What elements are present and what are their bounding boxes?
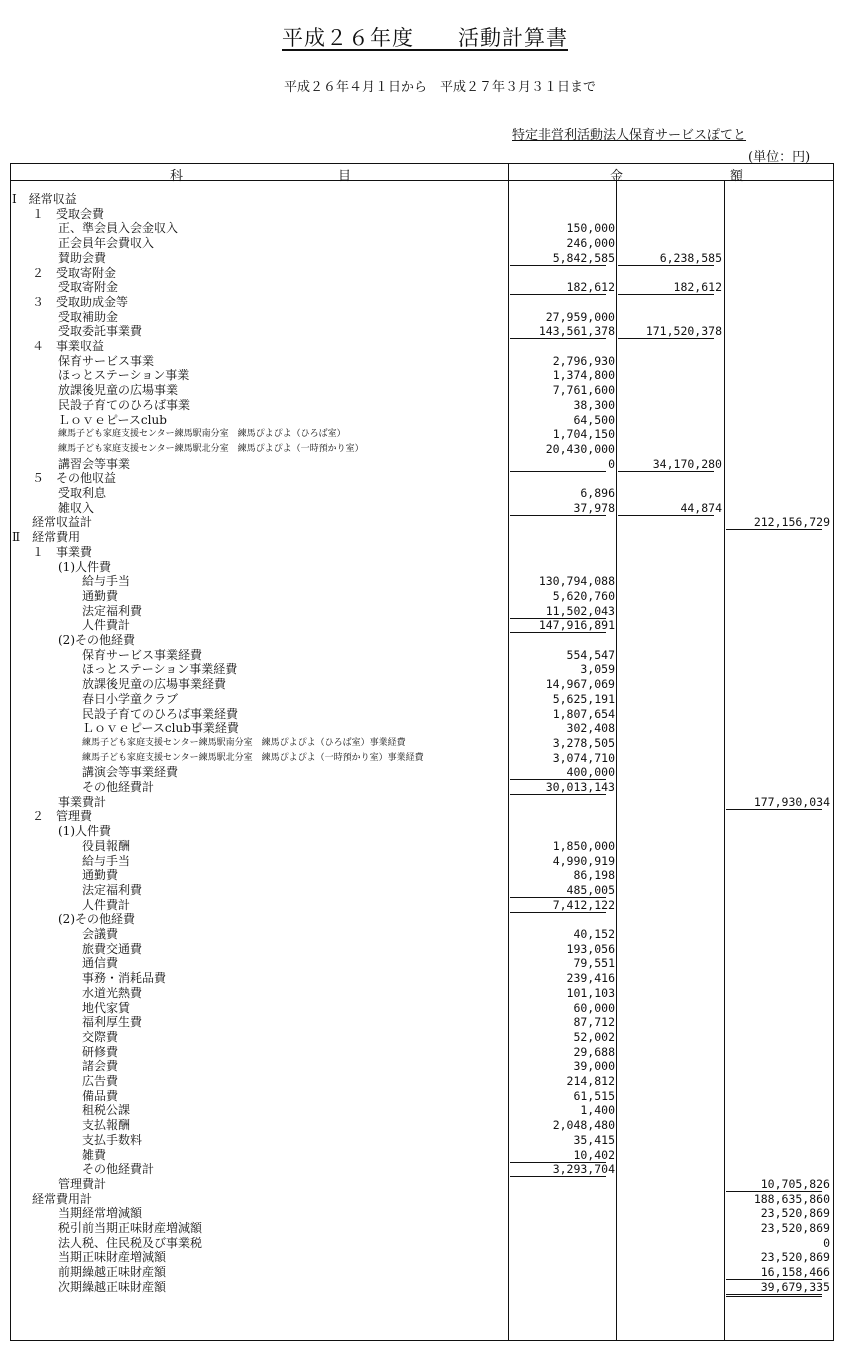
amount-c1: 150,000 <box>566 221 615 236</box>
table-row <box>10 237 834 249</box>
table-row <box>10 369 834 381</box>
row-label: 講演会等事業経費 <box>82 765 179 780</box>
amount-c1: 1,400 <box>580 1103 615 1118</box>
row-label: 受取利息 <box>58 486 107 500</box>
table-row <box>10 1163 834 1175</box>
table-row <box>10 869 834 881</box>
table-row <box>10 487 834 499</box>
amount-c2: 182,612 <box>673 280 722 295</box>
amount-c1: 130,794,088 <box>538 574 615 589</box>
amount-c1: 1,850,000 <box>552 838 615 853</box>
row-label: 税引前当期正味財産増減額 <box>58 1221 203 1235</box>
row-label: ５ その他収益 <box>32 471 117 486</box>
overline <box>510 294 606 295</box>
amount-c1: 27,959,000 <box>545 309 615 324</box>
amount-c1: 4,990,919 <box>552 853 615 868</box>
header-amount-a: 金 <box>610 169 624 184</box>
table-row <box>10 1060 834 1072</box>
header-subject-a: 科 <box>170 169 184 184</box>
table-row <box>10 678 834 690</box>
amount-c3: 39,679,335 <box>760 1279 830 1294</box>
amount-c3: 212,156,729 <box>753 515 830 530</box>
row-label: 広告費 <box>82 1074 119 1088</box>
table-row <box>10 546 834 558</box>
row-label: 法定福利費 <box>82 603 143 618</box>
row-label: 正、準会員入会金収入 <box>58 221 179 236</box>
row-label: 正会員年会費収入 <box>58 236 155 251</box>
amount-c1: 29,688 <box>573 1044 615 1059</box>
amount-c3: 23,520,869 <box>760 1250 830 1265</box>
table-row <box>10 708 834 720</box>
row-label: 講習会等事業 <box>58 456 131 471</box>
amount-c1: 101,103 <box>566 985 615 1000</box>
table-row <box>10 340 834 352</box>
row-label: 当期正味財産増減額 <box>58 1250 167 1265</box>
row-label: 人件費計 <box>82 618 131 633</box>
table-row <box>10 855 834 867</box>
amount-c1: 10,402 <box>573 1147 615 1162</box>
row-label: 管理費計 <box>58 1176 107 1191</box>
amount-c1: 182,612 <box>566 280 615 295</box>
table-row <box>10 1178 834 1190</box>
table-row <box>10 1119 834 1131</box>
row-label: 通勤費 <box>82 868 119 883</box>
amount-c1: 147,916,891 <box>538 618 615 633</box>
row-label: (1)人件費 <box>58 559 111 574</box>
table-row <box>10 267 834 279</box>
header-amount-b: 額 <box>730 169 744 184</box>
amount-c1: 30,013,143 <box>545 780 615 794</box>
header-divider <box>10 180 834 181</box>
table-row <box>10 810 834 822</box>
table-row <box>10 414 834 426</box>
amount-c3: 23,520,869 <box>760 1206 830 1221</box>
amount-c3: 23,520,869 <box>760 1221 830 1235</box>
organization-name: 特定非営利活動法人保育サービスぽてと <box>512 128 747 143</box>
amount-c1: 79,551 <box>573 956 615 971</box>
row-label: 賛助会費 <box>58 250 107 265</box>
table-row <box>10 399 834 411</box>
table-row <box>10 825 834 837</box>
row-label: 法定福利費 <box>82 882 143 897</box>
amount-c1: 64,500 <box>573 412 615 427</box>
amount-c1: 14,967,069 <box>545 677 615 692</box>
row-label: 経常費用計 <box>32 1191 93 1206</box>
table-row <box>10 1046 834 1058</box>
row-label: 地代家賃 <box>82 1000 131 1015</box>
table-row <box>10 472 834 484</box>
row-label: 受取委託事業費 <box>58 324 143 339</box>
table-row <box>10 1090 834 1102</box>
table-row <box>10 325 834 337</box>
row-label: 役員報酬 <box>82 838 131 853</box>
row-label: 次期繰越正味財産額 <box>58 1279 167 1294</box>
row-label: ３ 受取助成金等 <box>32 294 129 309</box>
row-label: 支払手数料 <box>82 1132 143 1147</box>
row-label: 保育サービス事業 <box>58 353 155 368</box>
table-row <box>10 840 834 852</box>
row-label: 備品費 <box>82 1088 119 1103</box>
row-label: ２ 受取寄附金 <box>32 265 117 280</box>
table-row <box>10 384 834 396</box>
amount-c1: 87,712 <box>573 1015 615 1030</box>
row-label: 給与手当 <box>82 574 131 589</box>
amount-c1: 3,278,505 <box>552 735 615 750</box>
table-row <box>10 575 834 587</box>
statement-table <box>10 163 834 1341</box>
table-row <box>10 943 834 955</box>
amount-c1: 2,796,930 <box>552 353 615 368</box>
row-label: 旅費交通費 <box>82 941 143 956</box>
table-row <box>10 1016 834 1028</box>
amount-c1: 5,842,585 <box>552 250 615 265</box>
amount-c3: 177,930,034 <box>753 794 830 809</box>
underline <box>726 1296 822 1297</box>
row-label: 練馬子ども家庭支援センター練馬駅北分室 練馬ぴよぴよ（一時預かり室）事業経費 <box>82 752 424 763</box>
row-label: 租税公課 <box>82 1103 131 1118</box>
table-row <box>10 1031 834 1043</box>
table-row <box>10 605 834 617</box>
row-label: (2)その他経費 <box>58 912 135 927</box>
page-title: 平成２６年度 活動計算書 <box>282 26 568 50</box>
amount-c1: 1,807,654 <box>552 706 615 721</box>
row-label: 春日小学童クラブ <box>82 691 179 706</box>
table-row <box>10 781 834 793</box>
amount-c1: 239,416 <box>566 971 615 986</box>
table-row <box>10 516 834 528</box>
table-row <box>10 355 834 367</box>
table-row <box>10 1149 834 1161</box>
row-label: (1)人件費 <box>58 824 111 839</box>
amount-c3: 16,158,466 <box>760 1265 830 1280</box>
row-label: 交際費 <box>82 1029 119 1044</box>
row-label: ほっとステーション事業経費 <box>82 662 238 677</box>
row-label: 諸会費 <box>82 1059 119 1074</box>
table-row <box>10 502 834 514</box>
amount-c2: 171,520,378 <box>645 324 722 339</box>
row-label: その他経費計 <box>82 780 155 794</box>
amount-c1: 2,048,480 <box>552 1118 615 1133</box>
table-row <box>10 1237 834 1249</box>
amount-c2: 44,874 <box>680 500 722 515</box>
table-row <box>10 663 834 675</box>
amount-c3: 188,635,860 <box>753 1191 830 1206</box>
amount-c1: 214,812 <box>566 1074 615 1088</box>
row-label: 人件費計 <box>82 897 131 912</box>
table-row <box>10 884 834 896</box>
overline <box>618 265 714 266</box>
row-label: ２ 管理費 <box>32 809 93 824</box>
table-row <box>10 531 834 543</box>
amount-c1: 3,293,704 <box>552 1162 615 1177</box>
table-row <box>10 458 834 470</box>
table-row <box>10 928 834 940</box>
table-row <box>10 649 834 661</box>
table-row <box>10 913 834 925</box>
row-label: その他経費計 <box>82 1162 155 1177</box>
row-label: 経常収益計 <box>32 515 93 530</box>
row-label: 練馬子ども家庭支援センター練馬駅北分室 練馬ぴよぴよ（一時預かり室） <box>58 443 364 454</box>
table-row <box>10 1134 834 1146</box>
amount-c1: 1,704,150 <box>552 427 615 442</box>
table-row <box>10 634 834 646</box>
amount-c2: 34,170,280 <box>652 456 722 471</box>
amount-c2: 6,238,585 <box>659 250 722 265</box>
row-label: Ⅱ 経常費用 <box>12 530 81 545</box>
amount-c1: 52,002 <box>573 1029 615 1044</box>
table-row <box>10 752 834 764</box>
table-row <box>10 1222 834 1234</box>
table-row <box>10 590 834 602</box>
table-row <box>10 957 834 969</box>
table-row <box>10 281 834 293</box>
amount-c1: 20,430,000 <box>545 441 615 456</box>
fiscal-period: 平成２６年４月１日から 平成２７年３月３１日まで <box>283 80 596 95</box>
row-label: 練馬子ども家庭支援センター練馬駅南分室 練馬ぴよぴよ（ひろば室） <box>58 429 346 440</box>
row-label: 受取寄附金 <box>58 280 119 295</box>
table-row <box>10 899 834 911</box>
row-label: 放課後児童の広場事業 <box>58 383 179 398</box>
row-label: １ 受取会費 <box>32 206 105 221</box>
amount-c1: 0 <box>608 456 615 471</box>
amount-c1: 5,625,191 <box>552 691 615 706</box>
table-row <box>10 1266 834 1278</box>
table-row <box>10 252 834 264</box>
table-row <box>10 987 834 999</box>
table-row <box>10 561 834 573</box>
row-label: 支払報酬 <box>82 1118 131 1133</box>
amount-c1: 11,502,043 <box>545 603 615 618</box>
table-row <box>10 1104 834 1116</box>
row-label: 事務・消耗品費 <box>82 971 167 986</box>
table-row <box>10 972 834 984</box>
row-label: (2)その他経費 <box>58 633 135 647</box>
table-row <box>10 222 834 234</box>
table-row <box>10 796 834 808</box>
amount-c1: 35,415 <box>573 1132 615 1147</box>
underline <box>726 1294 822 1295</box>
amount-c1: 5,620,760 <box>552 588 615 603</box>
row-label: 水道光熱費 <box>82 985 143 1000</box>
row-label: 民設子育てのひろば事業 <box>58 397 191 412</box>
row-label: 前期繰越正味財産額 <box>58 1265 167 1280</box>
amount-c1: 39,000 <box>573 1059 615 1074</box>
table-row <box>10 766 834 778</box>
amount-c1: 400,000 <box>566 765 615 780</box>
row-label: Ｌｏｖｅピースclub事業経費 <box>82 721 239 736</box>
row-label: 受取補助金 <box>58 309 119 324</box>
amount-c1: 60,000 <box>573 1000 615 1015</box>
table-row <box>10 1193 834 1205</box>
amount-c1: 554,547 <box>566 647 615 662</box>
table-row <box>10 311 834 323</box>
amount-c1: 38,300 <box>573 397 615 412</box>
table-row <box>10 428 834 440</box>
table-row <box>10 1281 834 1293</box>
unit-label: (単位：円) <box>748 150 811 165</box>
row-label: 給与手当 <box>82 853 131 868</box>
amount-c1: 1,374,800 <box>552 368 615 383</box>
overline <box>510 265 606 266</box>
table-row <box>10 1251 834 1263</box>
table-row <box>10 1207 834 1219</box>
amount-c1: 61,515 <box>573 1088 615 1103</box>
amount-c1: 86,198 <box>573 868 615 883</box>
amount-c1: 7,761,600 <box>552 383 615 398</box>
amount-c3: 10,705,826 <box>760 1176 830 1191</box>
table-row <box>10 443 834 455</box>
table-row <box>10 722 834 734</box>
amount-c3: 0 <box>823 1235 830 1250</box>
row-label: Ⅰ 経常収益 <box>12 192 77 206</box>
table-row <box>10 1002 834 1014</box>
row-label: 研修費 <box>82 1044 119 1059</box>
row-label: 通勤費 <box>82 588 119 603</box>
amount-c1: 246,000 <box>566 236 615 251</box>
row-label: 通信費 <box>82 956 119 971</box>
amount-c1: 3,059 <box>580 662 615 677</box>
table-row <box>10 619 834 631</box>
row-label: 福利厚生費 <box>82 1015 143 1030</box>
amount-c1: 3,074,710 <box>552 750 615 765</box>
amount-c1: 302,408 <box>566 721 615 736</box>
table-row <box>10 193 834 205</box>
amount-c1: 37,978 <box>573 500 615 515</box>
amount-c1: 7,412,122 <box>552 897 615 912</box>
table-row <box>10 693 834 705</box>
row-label: 会議費 <box>82 927 119 941</box>
row-label: 当期経常増減額 <box>58 1206 143 1221</box>
row-label: 保育サービス事業経費 <box>82 647 203 662</box>
table-row <box>10 1075 834 1087</box>
amount-c1: 193,056 <box>566 941 615 956</box>
row-label: 雑収入 <box>58 500 95 515</box>
table-row <box>10 296 834 308</box>
row-label: 放課後児童の広場事業経費 <box>82 677 227 692</box>
amount-c1: 6,896 <box>580 486 615 500</box>
row-label: 法人税、住民税及び事業税 <box>58 1235 203 1250</box>
amount-c1: 485,005 <box>566 882 615 897</box>
table-row <box>10 208 834 220</box>
table-row <box>10 737 834 749</box>
row-label: ４ 事業収益 <box>32 339 105 353</box>
overline <box>618 294 714 295</box>
row-label: ほっとステーション事業 <box>58 368 190 383</box>
row-label: 雑費 <box>82 1147 107 1162</box>
amount-c1: 143,561,378 <box>538 324 615 339</box>
row-label: 事業費計 <box>58 794 107 809</box>
header-subject-b: 目 <box>338 169 352 184</box>
row-label: １ 事業費 <box>32 544 93 559</box>
row-label: 練馬子ども家庭支援センター練馬駅南分室 練馬ぴよぴよ（ひろば室）事業経費 <box>82 737 406 748</box>
row-label: Ｌｏｖｅピースclub <box>58 412 167 427</box>
row-label: 民設子育てのひろば事業経費 <box>82 706 239 721</box>
amount-c1: 40,152 <box>573 927 615 941</box>
